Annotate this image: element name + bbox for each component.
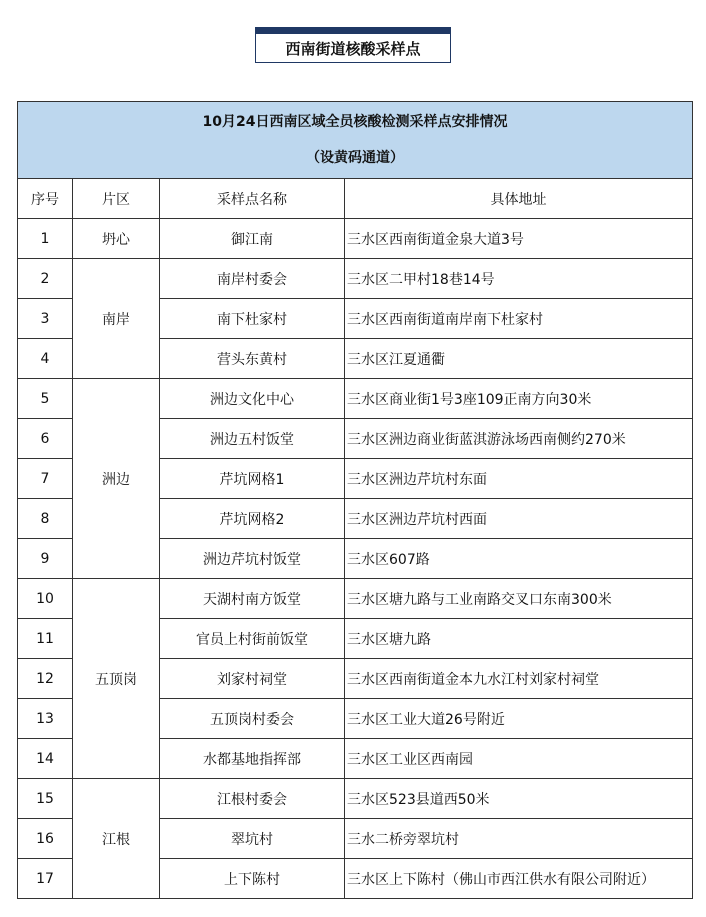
row-number: 12: [18, 659, 73, 699]
area-cell: 坍心: [73, 219, 160, 259]
table-banner-subtitle: （设黄码通道）: [306, 150, 405, 166]
site-name-cell: 南下杜家村: [160, 299, 345, 339]
row-number: 6: [18, 419, 73, 459]
site-name-cell: 芹坑网格1: [160, 459, 345, 499]
address-cell: 三水区607路: [345, 539, 693, 579]
row-number: 14: [18, 739, 73, 779]
row-number: 5: [18, 379, 73, 419]
address-cell: 三水区江夏通衢: [345, 339, 693, 379]
address-cell: 三水区工业区西南园: [345, 739, 693, 779]
header-address: 具体地址: [345, 179, 693, 219]
site-name-cell: 刘家村祠堂: [160, 659, 345, 699]
address-cell: 三水区523县道西50米: [345, 779, 693, 819]
table-header-row: [18, 179, 693, 219]
address-cell: 三水区西南街道金本九水江村刘家村祠堂: [345, 659, 693, 699]
row-number: 9: [18, 539, 73, 579]
address-cell: 三水区西南街道南岸南下杜家村: [345, 299, 693, 339]
table-row: [18, 779, 693, 819]
sampling-sites-table: [17, 101, 693, 899]
address-cell: 三水区塘九路与工业南路交叉口东南300米: [345, 579, 693, 619]
row-number: 1: [18, 219, 73, 259]
row-number: 16: [18, 819, 73, 859]
area-cell: 洲边: [73, 379, 160, 579]
site-name-cell: 营头东黄村: [160, 339, 345, 379]
site-name-cell: 南岸村委会: [160, 259, 345, 299]
row-number: 11: [18, 619, 73, 659]
address-cell: 三水区工业大道26号附近: [345, 699, 693, 739]
site-name-cell: 水都基地指挥部: [160, 739, 345, 779]
area-cell: 五顶岗: [73, 579, 160, 779]
table-row: [18, 379, 693, 419]
address-cell: 三水二桥旁翠坑村: [345, 819, 693, 859]
header-no: 序号: [18, 179, 73, 219]
site-name-cell: 翠坑村: [160, 819, 345, 859]
site-name-cell: 官员上村街前饭堂: [160, 619, 345, 659]
address-cell: 三水区塘九路: [345, 619, 693, 659]
header-area: 片区: [73, 179, 160, 219]
site-name-cell: 洲边五村饭堂: [160, 419, 345, 459]
row-number: 15: [18, 779, 73, 819]
address-cell: 三水区西南街道金泉大道3号: [345, 219, 693, 259]
address-cell: 三水区洲边芹坑村西面: [345, 499, 693, 539]
row-number: 4: [18, 339, 73, 379]
row-number: 7: [18, 459, 73, 499]
header-site: 采样点名称: [160, 179, 345, 219]
table-body: [18, 219, 693, 899]
table-row: [18, 259, 693, 299]
site-name-cell: 洲边文化中心: [160, 379, 345, 419]
row-number: 3: [18, 299, 73, 339]
page-title: 西南街道核酸采样点: [255, 27, 451, 63]
table-banner-row: [18, 102, 693, 179]
row-number: 13: [18, 699, 73, 739]
row-number: 17: [18, 859, 73, 899]
address-cell: 三水区二甲村18巷14号: [345, 259, 693, 299]
site-name-cell: 江根村委会: [160, 779, 345, 819]
row-number: 2: [18, 259, 73, 299]
row-number: 8: [18, 499, 73, 539]
area-cell: 江根: [73, 779, 160, 899]
site-name-cell: 五顶岗村委会: [160, 699, 345, 739]
table-row: [18, 219, 693, 259]
site-name-cell: 上下陈村: [160, 859, 345, 899]
address-cell: 三水区洲边芹坑村东面: [345, 459, 693, 499]
address-cell: 三水区上下陈村（佛山市西江供水有限公司附近）: [345, 859, 693, 899]
table-banner: [18, 102, 693, 179]
table-row: [18, 579, 693, 619]
address-cell: 三水区洲边商业街蓝淇游泳场西南侧约270米: [345, 419, 693, 459]
table-banner-title: 10月24日西南区域全员核酸检测采样点安排情况: [202, 114, 508, 130]
site-name-cell: 芹坑网格2: [160, 499, 345, 539]
address-cell: 三水区商业街1号3座109正南方向30米: [345, 379, 693, 419]
site-name-cell: 天湖村南方饭堂: [160, 579, 345, 619]
area-cell: 南岸: [73, 259, 160, 379]
row-number: 10: [18, 579, 73, 619]
site-name-cell: 御江南: [160, 219, 345, 259]
site-name-cell: 洲边芹坑村饭堂: [160, 539, 345, 579]
